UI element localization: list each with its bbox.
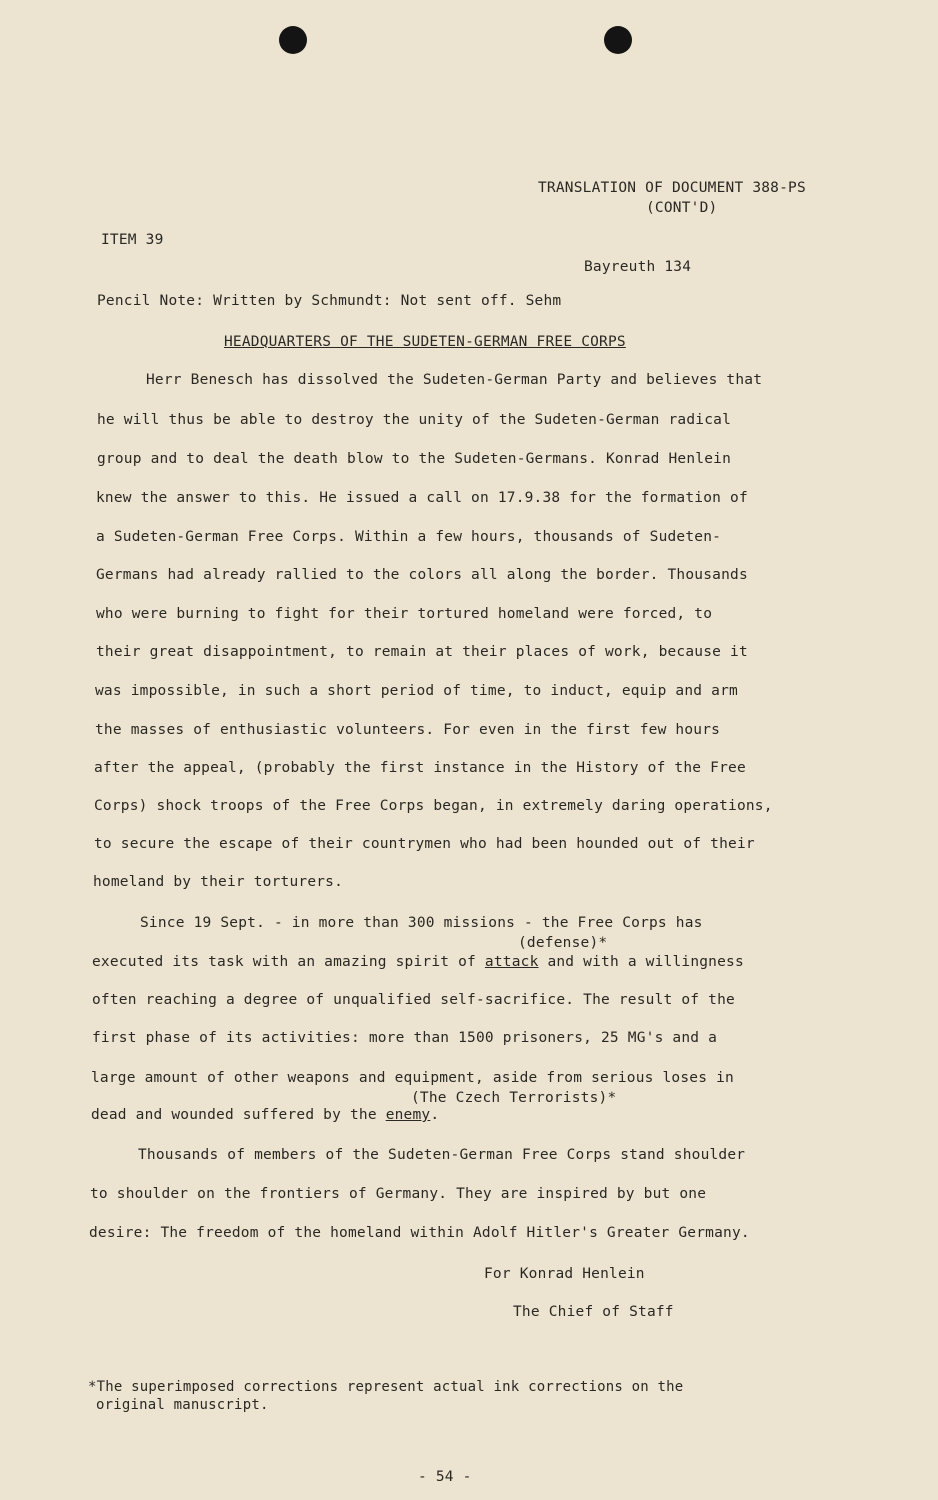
document-title: TRANSLATION OF DOCUMENT 388-PS [538,180,806,196]
location-label: Bayreuth 134 [584,259,692,275]
paragraph-line: large amount of other weapons and equipment, aside from serious loses in [91,1070,734,1086]
paragraph-line: after the appeal, (probably the first instance in the History of the Free [94,760,746,776]
paragraph-line: was impossible, in such a short period of time, to induct, equip and arm [95,683,738,699]
paragraph-line: Herr Benesch has dissolved the Sudeten-German Party and believes that [146,372,763,388]
page-number: - 54 - [418,1469,472,1485]
paragraph-line: Since 19 Sept. - in more than 300 missions - the Free Corps has [140,915,703,931]
ink-correction: (defense)* [518,935,608,951]
paragraph-line [91,1106,439,1124]
paragraph-line: desire: The freedom of the homeland within Adolf Hitler's Greater Germany. [89,1225,750,1241]
paragraph-line: group and to deal the death blow to the Sudeten-Germans. Konrad Henlein [97,451,732,467]
ink-correction: (The Czech Terrorists)* [411,1090,617,1106]
paragraph-line: who were burning to fight for their tortured homeland were forced, to [96,606,713,622]
paragraph-line: Thousands of members of the Sudeten-German Free Corps stand shoulder [138,1147,746,1163]
text-fragment: . [430,1107,440,1123]
pencil-note: Pencil Note: Written by Schmundt: Not sent off. Sehm [97,293,562,309]
paragraph-line: Germans had already rallied to the colors all along the border. Thousands [96,567,748,583]
text-fragment: executed its task with an amazing spirit of [92,954,485,970]
text-fragment: and with a willingness [538,954,744,970]
signature-title: The Chief of Staff [513,1304,674,1320]
struck-word: enemy [385,1107,431,1123]
struck-word: attack [484,954,539,970]
punch-hole-right [604,26,632,54]
paragraph-line: homeland by their torturers. [93,874,344,890]
paragraph-line [92,953,744,971]
paragraph-line: to secure the escape of their countrymen who had been hounded out of their [94,836,755,852]
punch-hole-left [279,26,307,54]
paragraph-line: knew the answer to this. He issued a call on 17.9.38 for the formation of [96,490,748,506]
signature-line: For Konrad Henlein [484,1266,645,1282]
item-number: ITEM 39 [101,232,164,248]
document-title-continued: (CONT'D) [646,200,718,216]
paragraph-line: their great disappointment, to remain at their places of work, because it [96,644,748,660]
paragraph-line: a Sudeten-German Free Corps. Within a few hours, thousands of Sudeten- [96,529,722,545]
paragraph-line: to shoulder on the frontiers of Germany. They are inspired by but one [90,1186,707,1202]
paragraph-line: often reaching a degree of unqualified self-sacrifice. The result of the [92,992,735,1008]
paragraph-line: the masses of enthusiastic volunteers. For even in the first few hours [95,722,721,738]
footnote-continued: original manuscript. [96,1397,269,1413]
paragraph-line: he will thus be able to destroy the unity of the Sudeten-German radical [97,412,732,428]
text-fragment: dead and wounded suffered by the [91,1107,386,1123]
paragraph-line: Corps) shock troops of the Free Corps began, in extremely daring operations, [94,798,773,814]
paragraph-line: first phase of its activities: more than 1500 prisoners, 25 MG's and a [92,1030,718,1046]
section-heading: HEADQUARTERS OF THE SUDETEN-GERMAN FREE CORPS [224,334,626,350]
footnote: *The superimposed corrections represent actual ink corrections on the [88,1379,684,1395]
